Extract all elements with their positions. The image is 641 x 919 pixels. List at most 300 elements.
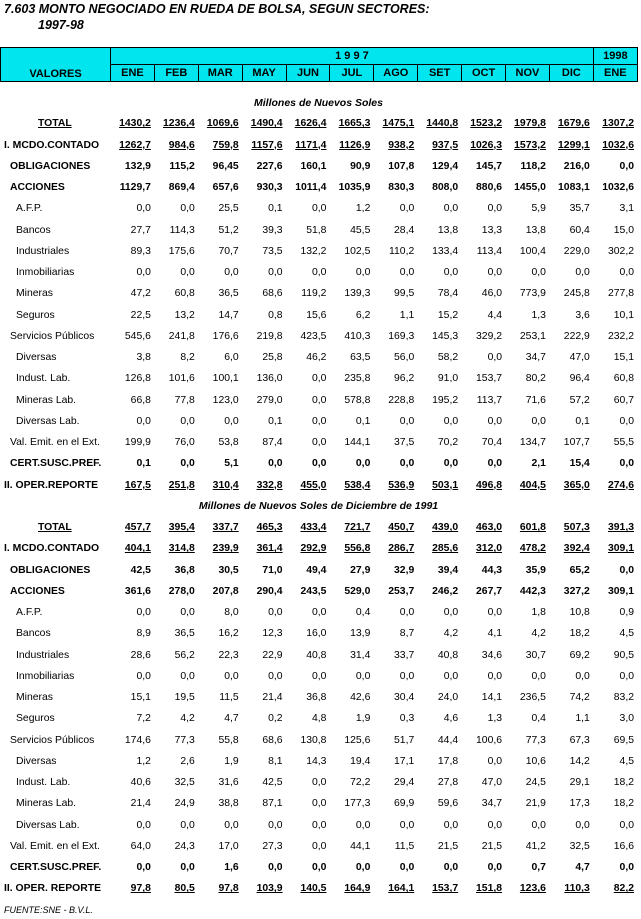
cell-value <box>505 730 549 751</box>
cell-value <box>505 156 549 177</box>
cell-value <box>373 602 417 623</box>
cell-value-text: 36,8 <box>174 564 195 576</box>
cell-value-text: 1979,8 <box>514 118 546 130</box>
cell-value <box>461 517 505 538</box>
month-header: SET <box>418 65 462 82</box>
cell-value-text: 32,9 <box>394 564 415 576</box>
cell-value-text: 55,5 <box>613 437 634 449</box>
cell-value-text: 132,9 <box>124 160 151 172</box>
cell-value-text: 139,3 <box>344 288 371 300</box>
cell-value <box>549 262 593 283</box>
cell-value-text: 11,5 <box>394 840 415 852</box>
cell-value-text: 222,9 <box>563 330 590 342</box>
cell-value <box>461 368 505 389</box>
cell-value-text: 0,0 <box>619 670 634 682</box>
cell-value <box>417 220 461 241</box>
row-label <box>0 347 110 368</box>
cell-value-text: 410,3 <box>344 330 371 342</box>
cell-value <box>110 772 154 793</box>
cell-value-text: 42,5 <box>130 564 151 576</box>
cell-value-text: 17,1 <box>394 755 415 767</box>
cell-value-text: 0,0 <box>180 458 195 470</box>
cell-value <box>329 305 373 326</box>
cell-value <box>417 453 461 474</box>
cell-value-text: 1307,2 <box>602 118 634 130</box>
cell-value <box>417 432 461 453</box>
cell-value <box>593 177 637 198</box>
cell-value <box>198 220 242 241</box>
cell-value-text: 160,1 <box>300 160 327 172</box>
cell-value-text: 463,0 <box>476 522 503 534</box>
cell-value-text: 0,0 <box>487 670 503 682</box>
cell-value-text: 0,0 <box>399 607 415 619</box>
cell-value <box>505 772 549 793</box>
cell-value <box>593 793 637 814</box>
cell-value-text: 25,8 <box>262 352 283 364</box>
cell-value <box>154 241 198 262</box>
cell-value-text: 391,3 <box>607 522 634 534</box>
cell-value <box>373 326 417 347</box>
cell-value <box>198 623 242 644</box>
table-row <box>0 283 637 304</box>
row-label <box>0 581 110 602</box>
cell-value <box>593 708 637 729</box>
cell-value <box>110 390 154 411</box>
cell-value-text: 8,7 <box>399 628 415 640</box>
cell-value-text: 68,6 <box>262 288 283 300</box>
cell-value-text: 113,4 <box>476 245 503 257</box>
cell-value <box>417 751 461 772</box>
cell-value <box>286 113 330 134</box>
cell-value-text: 536,9 <box>388 479 415 491</box>
cell-value <box>373 390 417 411</box>
cell-value <box>593 198 637 219</box>
cell-value-text: 309,1 <box>607 585 634 597</box>
cell-value-text: 1126,9 <box>339 139 371 151</box>
cell-value <box>329 135 373 156</box>
cell-value <box>198 836 242 857</box>
cell-value-text: 1262,7 <box>119 139 151 151</box>
cell-value-text: 56,2 <box>174 649 195 661</box>
cell-value <box>373 687 417 708</box>
cell-value <box>198 581 242 602</box>
cell-value <box>242 645 286 666</box>
row-label <box>0 177 110 198</box>
cell-value-text: 0,0 <box>531 670 546 682</box>
cell-value <box>154 198 198 219</box>
cell-value-text: 0,0 <box>180 670 195 682</box>
cell-value-text: 29,4 <box>394 777 415 789</box>
cell-value-text: 15,2 <box>437 309 459 321</box>
cell-value <box>286 560 330 581</box>
table-row <box>0 326 637 347</box>
cell-value-text: 53,8 <box>218 437 239 449</box>
cell-value-text: 0,0 <box>136 670 151 682</box>
cell-value <box>154 815 198 836</box>
cell-value <box>461 645 505 666</box>
cell-value <box>110 857 154 878</box>
cell-value <box>505 815 549 836</box>
cell-value <box>417 708 461 729</box>
row-label <box>0 198 110 219</box>
cell-value <box>198 135 242 156</box>
cell-value-text: 164,9 <box>344 883 371 895</box>
cell-value-text: 153,7 <box>432 883 459 895</box>
cell-value-text: 1,9 <box>224 755 239 767</box>
row-label <box>0 666 110 687</box>
cell-value <box>329 793 373 814</box>
cell-value <box>242 262 286 283</box>
cell-value <box>110 836 154 857</box>
cell-value-text: 0,0 <box>619 267 634 279</box>
cell-value <box>549 135 593 156</box>
cell-value <box>329 241 373 262</box>
cell-value <box>505 538 549 559</box>
cell-value-text: 236,5 <box>519 692 546 704</box>
cell-value-text: 32,5 <box>569 840 590 852</box>
cell-value <box>198 645 242 666</box>
cell-value-text: 58,2 <box>437 352 459 364</box>
table-row <box>0 581 637 602</box>
cell-value <box>242 687 286 708</box>
cell-value-text: 100,6 <box>476 734 503 746</box>
cell-value-text: 0,0 <box>268 819 283 831</box>
cell-value <box>593 623 637 644</box>
cell-value <box>417 581 461 602</box>
cell-value <box>110 453 154 474</box>
cell-value-text: 90,5 <box>613 649 634 661</box>
cell-value-text: 246,2 <box>432 585 459 597</box>
cell-value-text: 0,1 <box>268 203 283 215</box>
cell-value-text: 496,8 <box>476 479 503 491</box>
table-row <box>0 878 637 899</box>
row-label <box>0 475 110 496</box>
cell-value <box>110 730 154 751</box>
cell-value-text: 64,0 <box>130 840 151 852</box>
cell-value-text: 392,4 <box>563 543 590 555</box>
cell-value <box>373 262 417 283</box>
cell-value <box>505 666 549 687</box>
cell-value <box>417 560 461 581</box>
cell-value-text: 10,1 <box>613 309 634 321</box>
cell-value <box>417 368 461 389</box>
cell-value <box>242 602 286 623</box>
cell-value <box>286 177 330 198</box>
cell-value <box>593 666 637 687</box>
cell-value <box>329 538 373 559</box>
table-row <box>0 177 637 198</box>
cell-value <box>154 836 198 857</box>
cell-value <box>154 751 198 772</box>
cell-value <box>198 793 242 814</box>
cell-value-text: 0,0 <box>399 267 415 279</box>
cell-value-text: 68,6 <box>262 734 283 746</box>
cell-value-text: 1430,2 <box>119 118 151 130</box>
cell-value-text: 13,8 <box>437 224 459 236</box>
cell-value-text: 74,2 <box>569 692 590 704</box>
cell-value-text: 4,2 <box>180 713 195 725</box>
cell-value-text: 177,3 <box>344 798 371 810</box>
cell-value-text: 42,6 <box>350 692 371 704</box>
cell-value-text: 1,6 <box>224 862 239 874</box>
cell-value <box>505 687 549 708</box>
cell-value-text: 35,9 <box>525 564 546 576</box>
cell-value-text: 0,0 <box>224 415 239 427</box>
cell-value-text: 153,7 <box>476 373 503 385</box>
cell-value <box>110 411 154 432</box>
cell-value-text: 2,1 <box>531 458 546 470</box>
cell-value-text: 759,8 <box>212 139 239 151</box>
cell-value <box>110 220 154 241</box>
cell-value <box>549 708 593 729</box>
cell-value <box>110 135 154 156</box>
cell-value-text: 0,0 <box>355 267 371 279</box>
cell-value <box>242 220 286 241</box>
cell-value <box>373 878 417 899</box>
cell-value-text: 97,8 <box>218 883 239 895</box>
cell-value <box>154 135 198 156</box>
cell-value <box>461 220 505 241</box>
cell-value <box>593 326 637 347</box>
table-row <box>0 645 637 666</box>
row-label-text: TOTAL <box>38 118 72 130</box>
cell-value-text: 0,0 <box>399 415 415 427</box>
cell-value <box>242 390 286 411</box>
cell-value-text: 60,4 <box>569 224 590 236</box>
cell-value-text: 27,9 <box>350 564 371 576</box>
cell-value-text: 83,2 <box>613 692 634 704</box>
cell-value <box>549 751 593 772</box>
cell-value-text: 0,0 <box>312 415 327 427</box>
cell-value <box>373 156 417 177</box>
cell-value <box>593 751 637 772</box>
month-header: OCT <box>462 65 506 82</box>
cell-value-text: 3,8 <box>136 352 151 364</box>
cell-value-text: 1440,8 <box>426 118 459 130</box>
cell-value <box>593 581 637 602</box>
row-label <box>0 517 110 538</box>
table-row <box>0 751 637 772</box>
cell-value <box>154 666 198 687</box>
cell-value-text: 0,0 <box>487 755 503 767</box>
cell-value <box>549 793 593 814</box>
cell-value <box>461 390 505 411</box>
cell-value-text: 450,7 <box>388 522 415 534</box>
cell-value-text: 59,6 <box>437 798 459 810</box>
cell-value-text: 16,0 <box>306 628 327 640</box>
cell-value-text: 167,5 <box>124 479 151 491</box>
cell-value <box>461 305 505 326</box>
cell-value <box>505 390 549 411</box>
cell-value-text: 657,6 <box>212 182 239 194</box>
cell-value-text: 102,5 <box>344 245 371 257</box>
row-label-text: Diversas Lab. <box>16 819 80 831</box>
cell-value-text: 8,1 <box>268 755 283 767</box>
cell-value-text: 0,0 <box>443 267 459 279</box>
cell-value <box>417 156 461 177</box>
cell-value-text: 0,0 <box>575 267 590 279</box>
cell-value <box>505 581 549 602</box>
row-label <box>0 241 110 262</box>
cell-value <box>329 453 373 474</box>
cell-value-text: 0,0 <box>487 607 503 619</box>
cell-value <box>373 135 417 156</box>
cell-value-text: 63,5 <box>350 352 371 364</box>
row-label <box>0 390 110 411</box>
cell-value-text: 327,2 <box>563 585 590 597</box>
month-header: JUN <box>286 65 330 82</box>
table-row <box>0 538 637 559</box>
cell-value-text: 1157,6 <box>251 139 283 151</box>
cell-value-text: 25,5 <box>218 203 239 215</box>
cell-value <box>286 857 330 878</box>
cell-value-text: 28,4 <box>394 224 415 236</box>
cell-value <box>593 878 637 899</box>
cell-value-text: 251,8 <box>168 479 195 491</box>
row-label <box>0 730 110 751</box>
cell-value-text: 24,3 <box>174 840 195 852</box>
cell-value-text: 30,4 <box>394 692 415 704</box>
cell-value <box>461 262 505 283</box>
cell-value <box>593 538 637 559</box>
cell-value-text: 216,0 <box>563 160 590 172</box>
cell-value <box>505 453 549 474</box>
cell-value <box>549 453 593 474</box>
cell-value <box>373 645 417 666</box>
cell-value-text: 0,7 <box>531 862 546 874</box>
cell-value-text: 0,0 <box>312 819 327 831</box>
cell-value-text: 0,0 <box>487 352 503 364</box>
cell-value <box>154 687 198 708</box>
row-label <box>0 135 110 156</box>
cell-value-text: 0,0 <box>268 607 283 619</box>
cell-value-text: 507,3 <box>563 522 590 534</box>
cell-value <box>329 560 373 581</box>
cell-value <box>417 666 461 687</box>
cell-value-text: 314,8 <box>168 543 195 555</box>
cell-value <box>461 411 505 432</box>
cell-value-text: 110,2 <box>389 245 415 257</box>
cell-value-text: 0,0 <box>487 203 503 215</box>
cell-value <box>154 475 198 496</box>
cell-value-text: 77,8 <box>174 394 195 406</box>
cell-value <box>198 198 242 219</box>
cell-value <box>286 135 330 156</box>
cell-value <box>198 730 242 751</box>
cell-value <box>505 305 549 326</box>
cell-value <box>110 517 154 538</box>
cell-value-text: 10,8 <box>569 607 590 619</box>
cell-value <box>286 751 330 772</box>
cell-value-text: 292,9 <box>300 543 327 555</box>
row-label <box>0 113 110 134</box>
cell-value-text: 310,4 <box>212 479 239 491</box>
cell-value-text: 40,8 <box>437 649 459 661</box>
table-row <box>0 220 637 241</box>
cell-value-text: 28,6 <box>130 649 151 661</box>
cell-value-text: 1,3 <box>531 309 546 321</box>
cell-value <box>593 730 637 751</box>
cell-value-text: 4,1 <box>487 628 503 640</box>
cell-value-text: 0,0 <box>224 670 239 682</box>
cell-value <box>110 283 154 304</box>
cell-value <box>373 581 417 602</box>
cell-value <box>593 113 637 134</box>
cell-value <box>198 772 242 793</box>
cell-value-text: 15,0 <box>613 224 634 236</box>
cell-value <box>461 602 505 623</box>
cell-value <box>154 347 198 368</box>
cell-value <box>549 390 593 411</box>
cell-value <box>242 326 286 347</box>
cell-value-text: 4,2 <box>531 628 546 640</box>
cell-value <box>154 453 198 474</box>
cell-value <box>329 262 373 283</box>
cell-value-text: 19,5 <box>174 692 195 704</box>
row-label <box>0 708 110 729</box>
row-label-text: ACCIONES <box>10 585 65 597</box>
cell-value-text: 538,4 <box>344 479 371 491</box>
cell-value <box>329 113 373 134</box>
cell-value-text: 34,6 <box>481 649 503 661</box>
cell-value <box>461 730 505 751</box>
cell-value-text: 60,7 <box>613 394 634 406</box>
cell-value-text: 243,5 <box>300 585 327 597</box>
cell-value <box>461 793 505 814</box>
cell-value-text: 0,3 <box>399 713 415 725</box>
cell-value-text: 1026,3 <box>470 139 503 151</box>
cell-value <box>593 432 637 453</box>
cell-value <box>329 602 373 623</box>
cell-value <box>549 220 593 241</box>
cell-value <box>549 156 593 177</box>
cell-value <box>198 708 242 729</box>
row-label-text: I. MCDO.CONTADO <box>4 139 100 151</box>
cell-value-text: 241,8 <box>168 330 195 342</box>
cell-value <box>417 793 461 814</box>
cell-value-text: 42,5 <box>262 777 283 789</box>
cell-value-text: 70,2 <box>437 437 459 449</box>
cell-value-text: 36,5 <box>218 288 239 300</box>
cell-value-text: 5,1 <box>224 458 239 470</box>
cell-value-text: 27,7 <box>130 224 151 236</box>
cell-value <box>110 581 154 602</box>
cell-value-text: 1129,7 <box>119 182 151 194</box>
cell-value-text: 0,0 <box>443 862 459 874</box>
cell-value-text: 18,2 <box>613 777 634 789</box>
cell-value <box>329 772 373 793</box>
row-label-text: Indust. Lab. <box>16 373 71 385</box>
cell-value-text: 0,0 <box>487 415 503 427</box>
cell-value-text: 1475,1 <box>382 118 415 130</box>
cell-value <box>242 878 286 899</box>
cell-value <box>242 517 286 538</box>
cell-value <box>329 368 373 389</box>
cell-value-text: 15,4 <box>569 458 590 470</box>
cell-value-text: 14,7 <box>218 309 239 321</box>
cell-value-text: 21,5 <box>437 840 459 852</box>
row-label <box>0 793 110 814</box>
cell-value <box>461 857 505 878</box>
cell-value <box>110 113 154 134</box>
cell-value-text: 0,0 <box>619 819 634 831</box>
cell-value <box>505 432 549 453</box>
cell-value-text: 0,0 <box>443 203 459 215</box>
cell-value-text: 329,2 <box>476 330 503 342</box>
cell-value-text: 1679,6 <box>558 118 590 130</box>
cell-value <box>154 772 198 793</box>
cell-value <box>242 411 286 432</box>
